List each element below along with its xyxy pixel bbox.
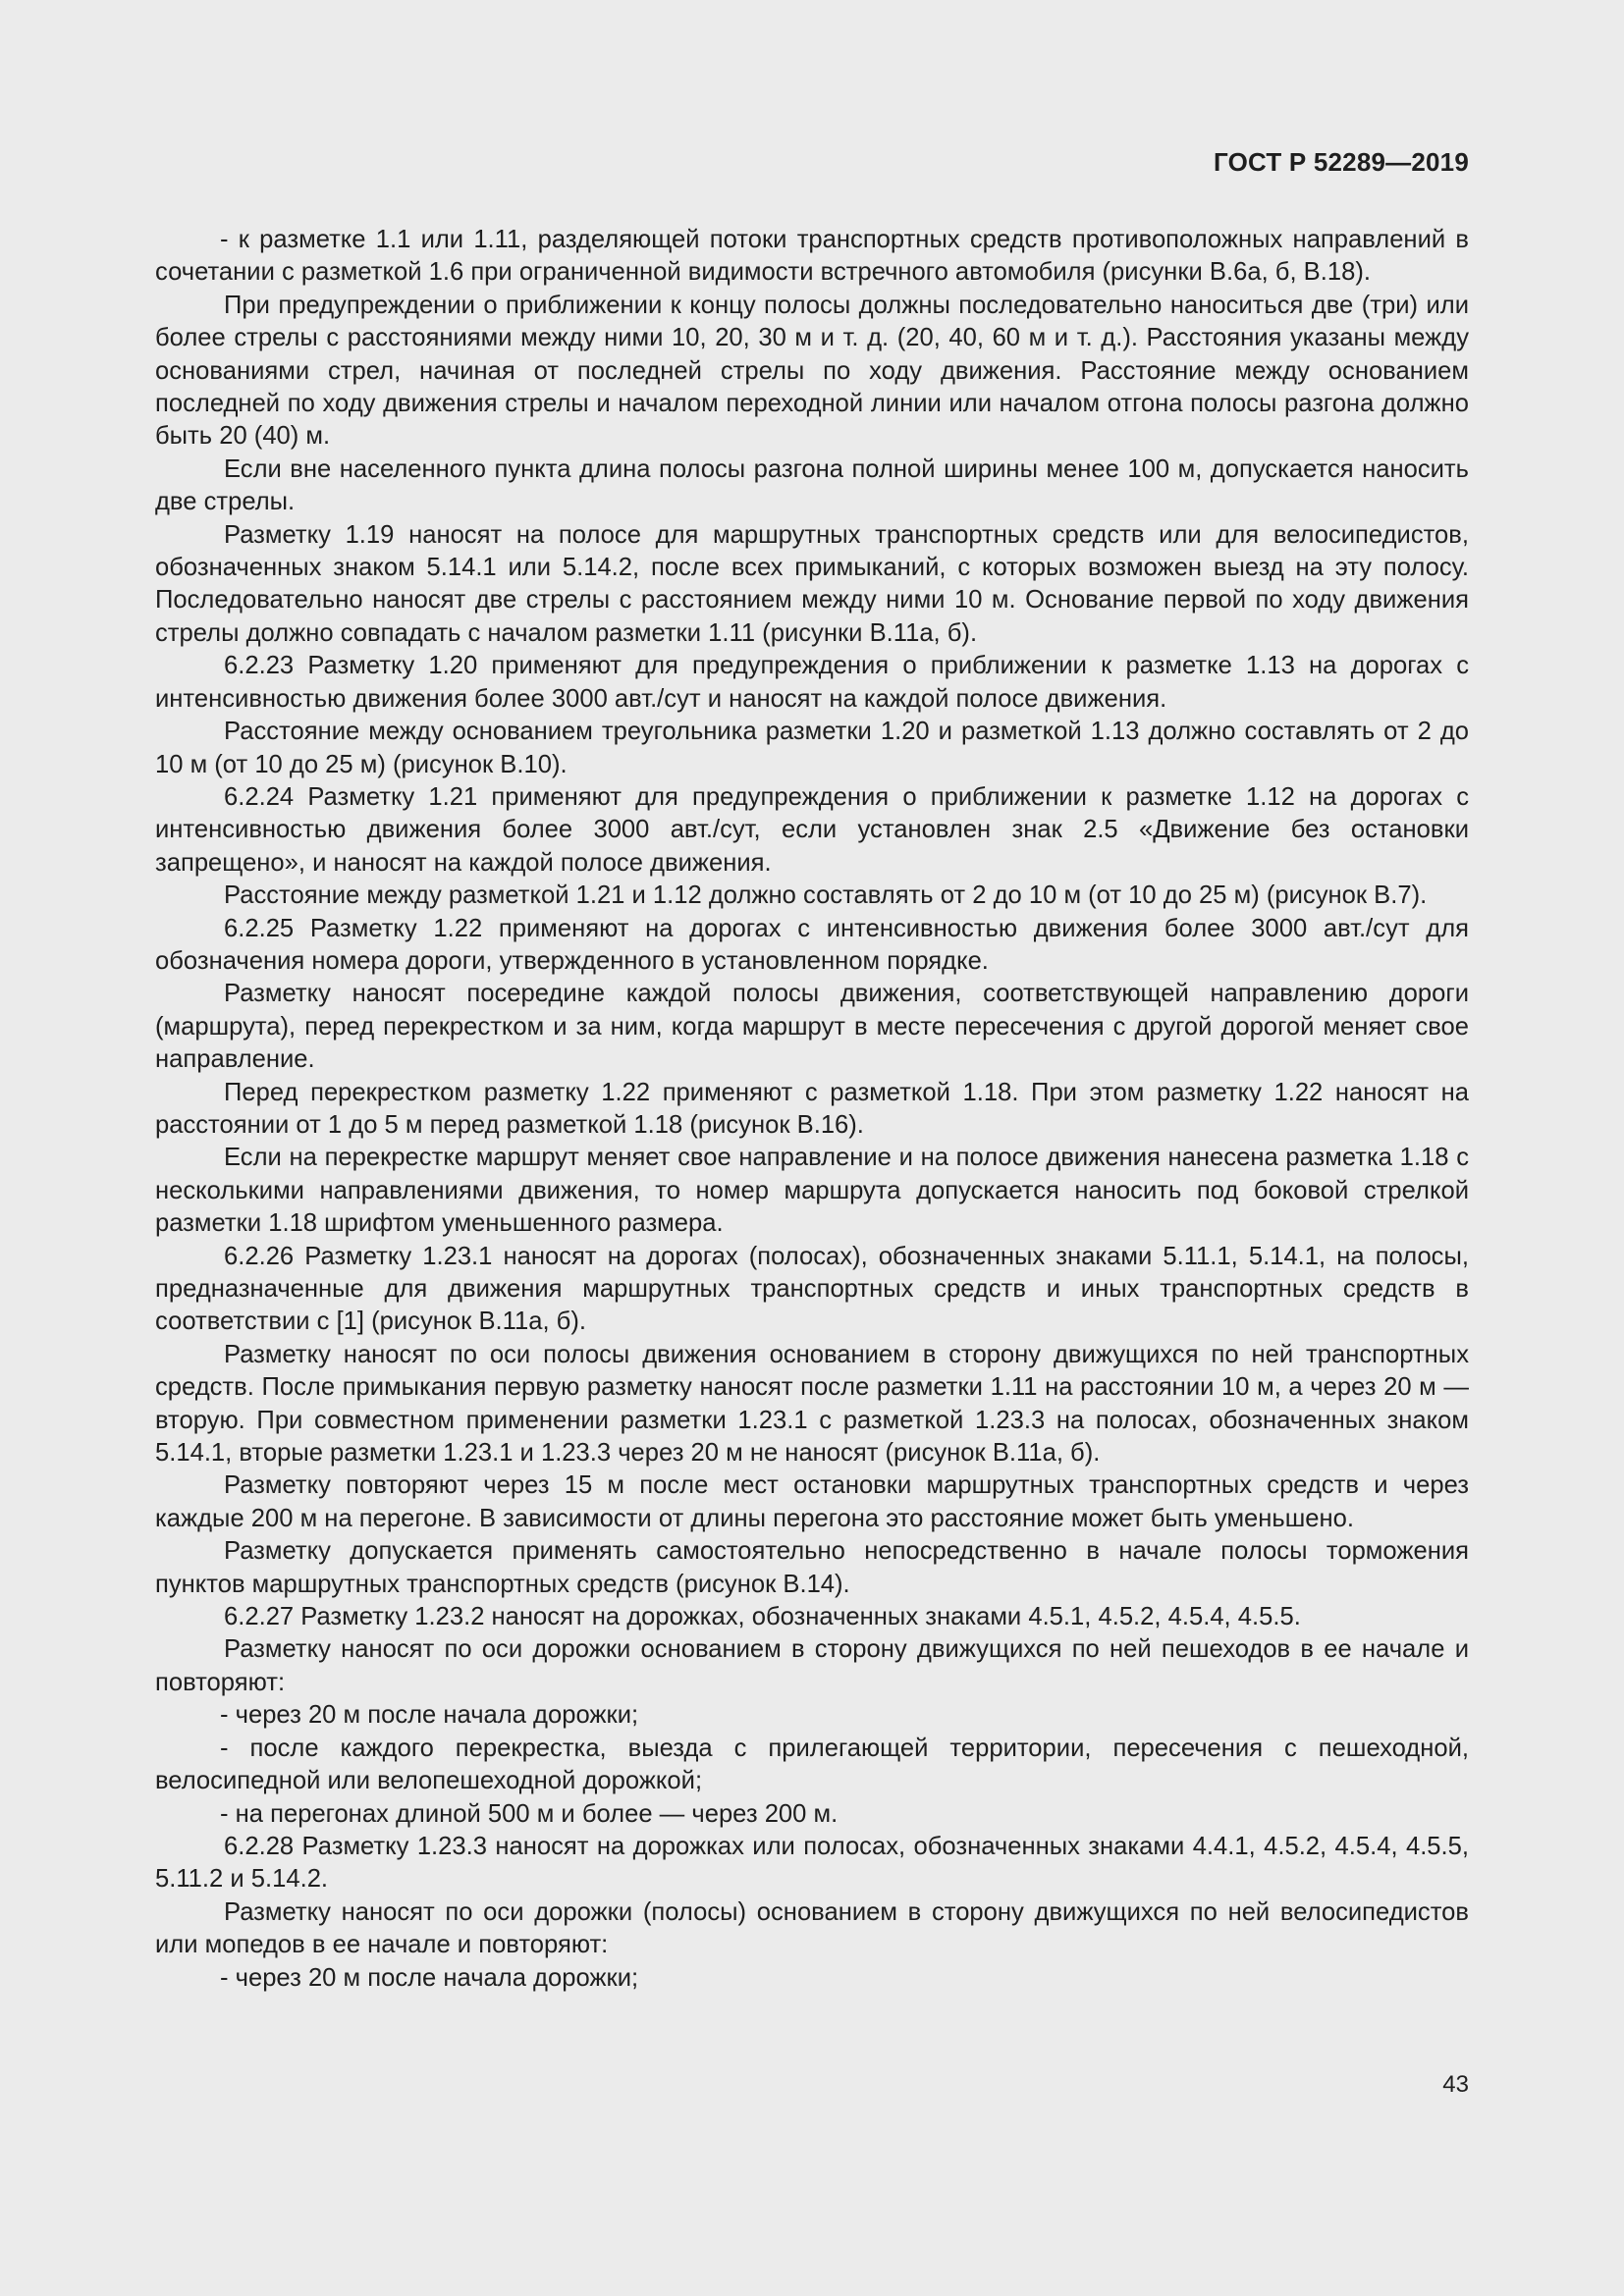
paragraph: - к разметке 1.1 или 1.11, разделяющей потоки транспортных средств противоположных направлений в сочетании с разметкой 1.6 при ограниченной видимости встречного автомобиля (рисунки В.6а, б, В.18).	[155, 226, 1469, 287]
paragraph: Разметку наносят посередине каждой полосы движения, соответствующей направлению дороги (маршрута), перед перекрестком и за ним, когда маршрут в месте пересечения с другой дорогой меняет свое направление.	[155, 980, 1469, 1074]
list-item: - через 20 м после начала дорожки;	[220, 1963, 639, 1992]
paragraph: 6.2.27 Разметку 1.23.2 наносят на дорожках, обозначенных знаками 4.5.1, 4.5.2, 4.5.4, 4.5.5.	[224, 1603, 1301, 1631]
list-item: - после каждого перекрестка, выезда с прилегающей территории, пересечения с пешеходной, велосипедной или велопешеходной дорожкой;	[155, 1734, 1469, 1795]
paragraph: Если вне населенного пункта длина полосы разгона полной ширины менее 100 м, допускается наносить две стрелы.	[155, 454, 1469, 516]
list-item: - на перегонах длиной 500 м и более — через 200 м.	[220, 1799, 839, 1828]
paragraph: При предупреждении о приближении к концу полосы должны последовательно наноситься две (три) или более стрелы с расстояниями между ними 10, 20, 30 м и т. д. (20, 40, 60 м и т. д.). Расстояния указаны между основаниями стрел, начиная от последней стрелы по ходу движения. Расстояние между основанием последней по ходу движения стрелы и началом переходной линии или началом отгона полосы разгона должно быть 20 (40) м.	[155, 291, 1469, 451]
paragraph: Разметку 1.19 наносят на полосе для маршрутных транспортных средств или для велосипедистов, обозначенных знаком 5.14.1 или 5.14.2, после всех примыканий, с которых возможен выезд на эту полосу. Последовательно наносят две стрелы с расстоянием между ними 10 м. Основание первой по ходу движения стрелы должно совпадать с началом разметки 1.11 (рисунки В.11а, б).	[155, 520, 1469, 647]
paragraph: Разметку наносят по оси дорожки (полосы) основанием в сторону движущихся по ней велосипедистов или мопедов в ее начале и повторяют:	[155, 1897, 1469, 1959]
page-number: 43	[1442, 2071, 1469, 2098]
paragraph: 6.2.24 Разметку 1.21 применяют для предупреждения о приближении к разметке 1.12 на дорогах с интенсивностью движения более 3000 авт./сут, если установлен знак 2.5 «Движение без остановки запрещено», и наносят на каждой полосе движения.	[155, 782, 1469, 877]
list-item: - через 20 м после начала дорожки;	[220, 1701, 639, 1730]
paragraph: Разметку наносят по оси полосы движения основанием в сторону движущихся по ней транспортных средств. После примыкания первую разметку наносят после разметки 1.11 на расстоянии 10 м, а через 20 м — вторую. При совместном применении разметки 1.23.1 с разметкой 1.23.3 на полосах, обозначенных знаком 5.14.1, вторые разметки 1.23.1 и 1.23.3 через 20 м не наносят (рисунок В.11а, б).	[155, 1340, 1469, 1468]
paragraph: Перед перекрестком разметку 1.22 применяют с разметкой 1.18. При этом разметку 1.22 наносят на расстоянии от 1 до 5 м перед разметкой 1.18 (рисунок В.16).	[155, 1078, 1469, 1139]
paragraph: Разметку наносят по оси дорожки основанием в сторону движущихся по ней пешеходов в ее начале и повторяют:	[155, 1635, 1469, 1696]
paragraph: Если на перекрестке маршрут меняет свое направление и на полосе движения нанесена разметка 1.18 с несколькими направлениями движения, то номер маршрута допускается наносить под боковой стрелкой разметки 1.18 шрифтом уменьшенного размера.	[155, 1144, 1469, 1238]
paragraph: Расстояние между основанием треугольника разметки 1.20 и разметкой 1.13 должно составлять от 2 до 10 м (от 10 до 25 м) (рисунок В.10).	[155, 718, 1469, 778]
document-body	[155, 224, 1469, 1995]
paragraph: Разметку повторяют через 15 м после мест остановки маршрутных транспортных средств и через каждые 200 м на перегоне. В зависимости от длины перегона это расстояние может быть уменьшено.	[155, 1471, 1469, 1532]
paragraph: 6.2.23 Разметку 1.20 применяют для предупреждения о приближении к разметке 1.13 на дорогах с интенсивностью движения более 3000 авт./сут и наносят на каждой полосе движения.	[155, 652, 1469, 713]
paragraph: 6.2.26 Разметку 1.23.1 наносят на дорогах (полосах), обозначенных знаками 5.11.1, 5.14.1, на полосы, предназначенные для движения маршрутных транспортных средств и иных транспортных средств в соответствии с [1] (рисунок В.11а, б).	[155, 1242, 1469, 1336]
paragraph: 6.2.25 Разметку 1.22 применяют на дорогах с интенсивностью движения более 3000 авт./сут для обозначения номера дороги, утвержденного в установленном порядке.	[155, 914, 1469, 975]
paragraph: Разметку допускается применять самостоятельно непосредственно в начале полосы торможения пунктов маршрутных транспортных средств (рисунок В.14).	[155, 1537, 1469, 1598]
document-header: ГОСТ Р 52289—2019	[1214, 147, 1469, 177]
paragraph: 6.2.28 Разметку 1.23.3 наносят на дорожках или полосах, обозначенных знаками 4.4.1, 4.5.2, 4.5.4, 4.5.5, 5.11.2 и 5.14.2.	[155, 1832, 1469, 1894]
paragraph: Расстояние между разметкой 1.21 и 1.12 должно составлять от 2 до 10 м (от 10 до 25 м) (рисунок В.7).	[224, 881, 1428, 910]
